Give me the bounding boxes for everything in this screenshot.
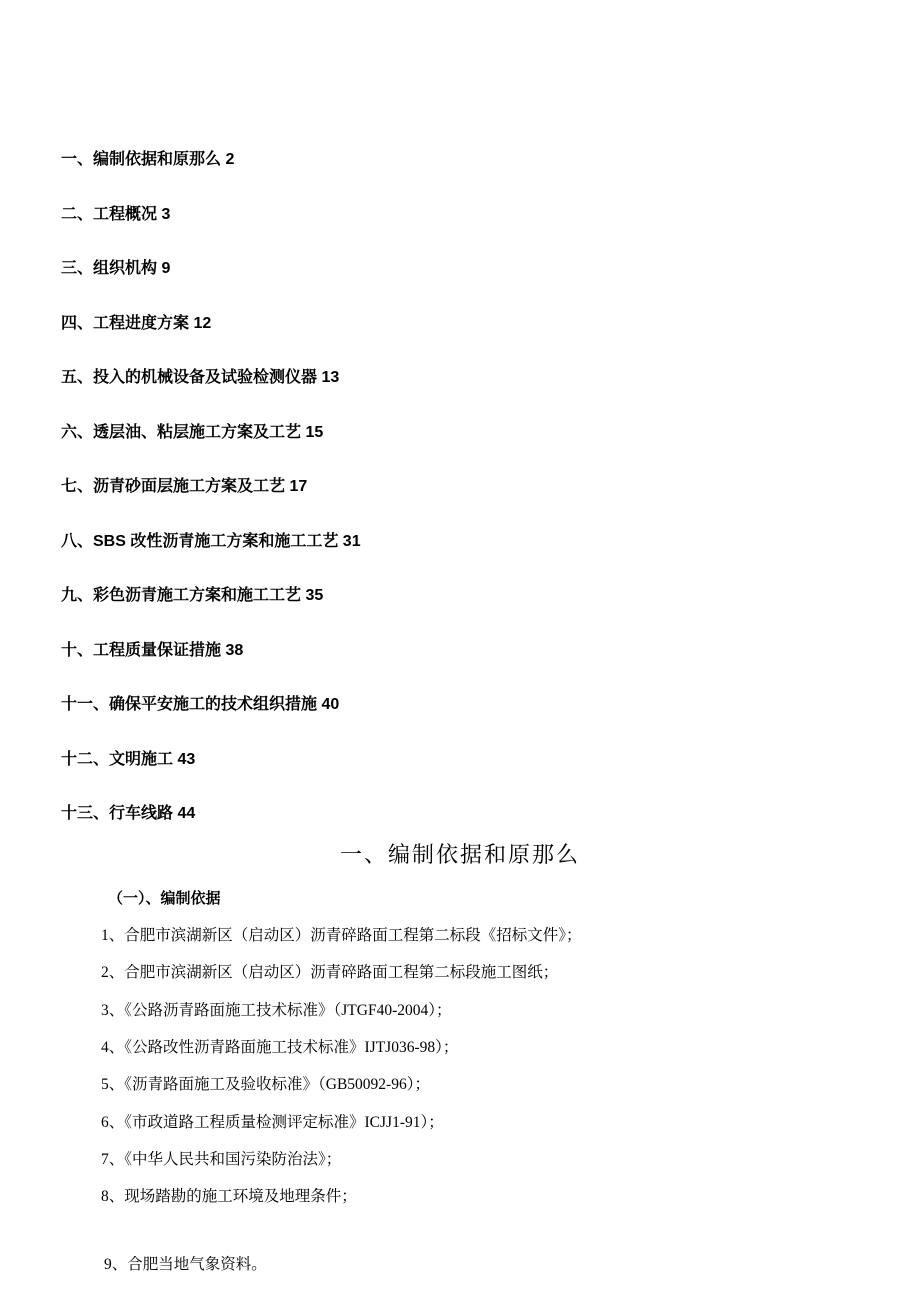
toc-item[interactable]: 十、工程质量保证措施 38 [61,642,244,659]
toc-item[interactable]: 一、编制依据和原那么 2 [61,151,235,168]
toc-item[interactable]: 三、组织机构 9 [61,260,171,277]
toc-item[interactable]: 四、工程进度方案 12 [61,315,212,332]
section-title: 一、编制依据和原那么 [339,843,580,868]
toc-item[interactable]: 七、沥青砂面层施工方案及工艺 17 [61,478,308,495]
list-item: 8、现场踏勘的施工环境及地理条件； [101,1188,357,1205]
toc-item[interactable]: 六、透层油、粘层施工方案及工艺 15 [61,424,324,441]
list-item: 9、合肥当地气象资料。 [104,1256,267,1273]
section-subtitle: （一）、编制依据 [108,890,221,907]
list-item: 4、《公路改性沥青路面施工技术标准》IJTJ036-98）； [101,1039,459,1056]
list-item: 6、《市政道路工程质量检测评定标准》ICJJ1-91）； [101,1114,444,1131]
toc-item[interactable]: 十三、行车线路 44 [61,805,196,822]
toc-item[interactable]: 八、SBS 改性沥青施工方案和施工工艺 31 [61,533,361,550]
toc-item[interactable]: 十二、文明施工 43 [61,751,196,768]
toc-item[interactable]: 九、彩色沥青施工方案和施工工艺 35 [61,587,324,604]
list-item: 1、合肥市滨湖新区（启动区）沥青碎路面工程第二标段《招标文件》； [101,927,582,944]
list-item: 2、合肥市滨湖新区（启动区）沥青碎路面工程第二标段施工图纸； [101,964,559,981]
toc-item[interactable]: 五、投入的机械设备及试验检测仪器 13 [61,369,340,386]
toc-item[interactable]: 十一、确保平安施工的技术组织措施 40 [61,696,340,713]
toc-item[interactable]: 二、工程概况 3 [61,206,171,223]
list-item: 3、《公路沥青路面施工技术标准》（JTGF40-2004）； [101,1002,452,1019]
list-item: 5、《沥青路面施工及验收标准》（GB50092-96）； [101,1076,430,1093]
list-item: 7、《中华人民共和国污染防治法》； [101,1151,342,1168]
